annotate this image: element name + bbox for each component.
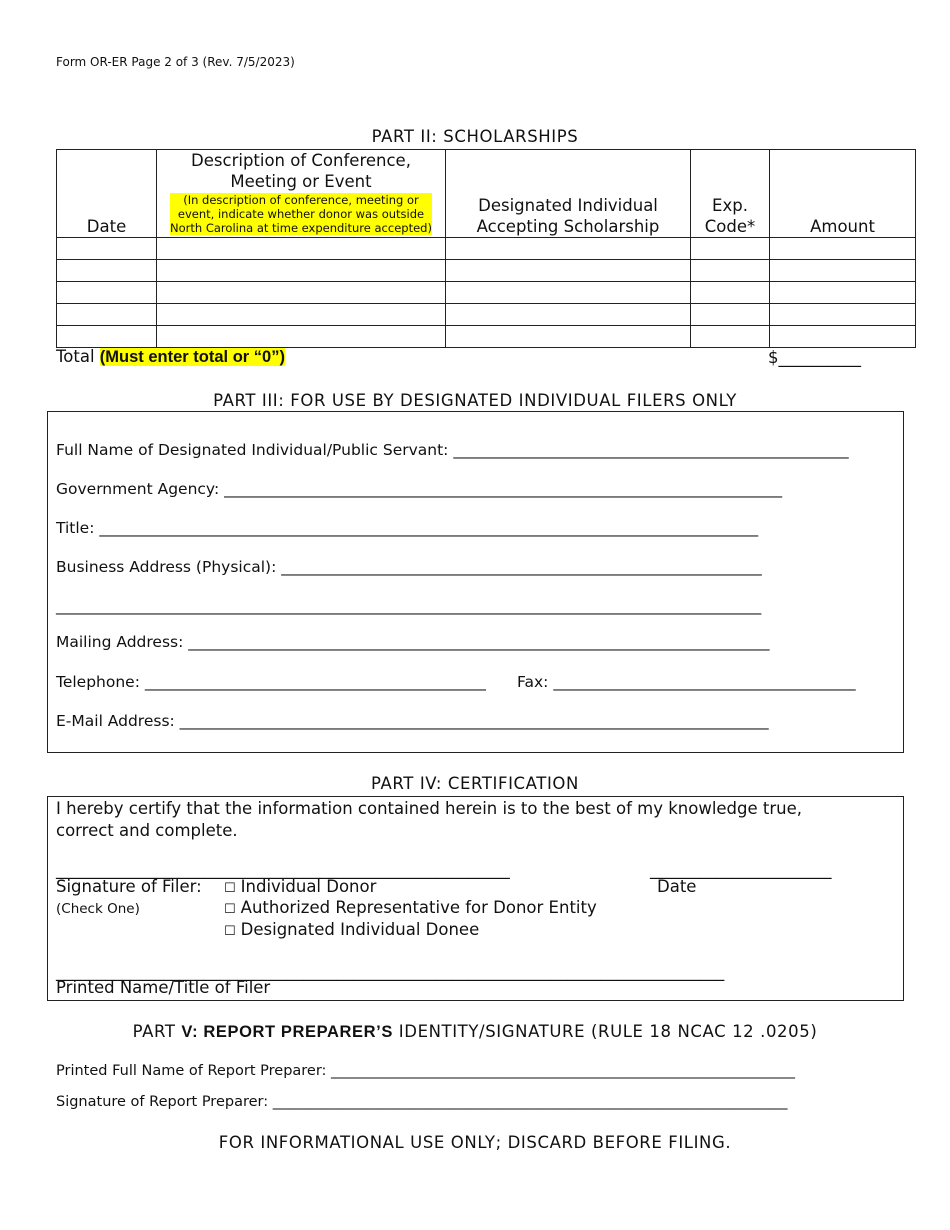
preparer-name-field[interactable]: Printed Full Name of Report Preparer: ________________________________________________________________ xyxy=(56,1063,796,1079)
part2-title: PART II: SCHOLARSHIPS xyxy=(371,127,579,146)
col-description-label: Description of Conference, Meeting or Event xyxy=(191,151,411,191)
printed-name-label: Printed Name/Title of Filer xyxy=(56,978,271,997)
checkbox-icon[interactable]: ☐ xyxy=(224,924,236,939)
table-cell[interactable] xyxy=(57,238,157,260)
table-cell[interactable] xyxy=(770,260,916,282)
col-description-note: (In description of conference, meeting or event, indicate whether donor was outside North Carolina at time expenditure accepted) xyxy=(170,193,432,235)
signature-of-filer-label: Signature of Filer: xyxy=(56,877,202,896)
signature-line[interactable]: _______________________________________________________ xyxy=(56,860,510,879)
table-cell[interactable] xyxy=(57,260,157,282)
table-cell[interactable] xyxy=(57,304,157,326)
table-cell[interactable] xyxy=(691,282,770,304)
table-cell[interactable] xyxy=(157,326,446,348)
option-label: Individual Donor xyxy=(240,877,377,896)
table-cell[interactable] xyxy=(157,304,446,326)
col-designated-label: Designated Individual Accepting Scholarship xyxy=(476,196,660,236)
table-row xyxy=(57,238,916,260)
table-cell[interactable] xyxy=(446,260,691,282)
telephone-field[interactable]: Telephone: ____________________________________________ xyxy=(56,673,486,691)
table-cell[interactable] xyxy=(770,282,916,304)
part5-title-c: IDENTITY/SIGNATURE (RULE 18 NCAC 12 .0205) xyxy=(392,1022,818,1041)
table-cell[interactable] xyxy=(446,282,691,304)
check-one-label: (Check One) xyxy=(56,901,140,917)
table-cell[interactable] xyxy=(157,260,446,282)
certification-line-1: I hereby certify that the information contained herein is to the best of my knowledge true, xyxy=(56,799,803,818)
form-id: Form OR-ER Page 2 of 3 (Rev. 7/5/2023) xyxy=(56,55,295,69)
total-amount-field[interactable]: $__________ xyxy=(768,348,861,367)
col-date: Date xyxy=(57,150,157,238)
part3-box xyxy=(47,411,904,753)
part5-title xyxy=(0,1022,950,1042)
total-label: Total xyxy=(56,347,95,366)
table-cell[interactable] xyxy=(691,260,770,282)
table-row xyxy=(57,304,916,326)
table-row xyxy=(57,282,916,304)
total-row xyxy=(56,347,285,367)
government-agency-field[interactable]: Government Agency: ________________________________________________________________________ xyxy=(56,480,783,498)
checkbox-icon[interactable]: ☐ xyxy=(224,902,236,917)
table-cell[interactable] xyxy=(446,304,691,326)
date-line[interactable]: ______________________ xyxy=(650,860,832,879)
business-address-field[interactable]: Business Address (Physical): ______________________________________________________________ xyxy=(56,558,762,576)
col-exp-code-label: Exp. Code* xyxy=(704,196,756,236)
col-designated xyxy=(446,150,691,238)
option-designated-donee[interactable] xyxy=(224,920,479,939)
table-cell[interactable] xyxy=(446,238,691,260)
total-note: (Must enter total or “0”) xyxy=(99,348,285,366)
table-cell[interactable] xyxy=(57,326,157,348)
option-label: Authorized Representative for Donor Entity xyxy=(240,898,597,917)
col-amount: Amount xyxy=(770,150,916,238)
part5-title-a: PART xyxy=(132,1022,182,1041)
col-description xyxy=(157,150,446,238)
preparer-signature-field[interactable]: Signature of Report Preparer: _______________________________________________________________________ xyxy=(56,1094,788,1110)
scholarships-table xyxy=(56,149,916,348)
option-individual-donor[interactable] xyxy=(224,877,376,896)
option-authorized-representative[interactable] xyxy=(224,898,597,917)
table-cell[interactable] xyxy=(691,238,770,260)
table-cell[interactable] xyxy=(157,282,446,304)
full-name-field[interactable]: Full Name of Designated Individual/Public Servant: ___________________________________________________ xyxy=(56,441,849,459)
table-cell[interactable] xyxy=(691,326,770,348)
table-cell[interactable] xyxy=(770,238,916,260)
certification-line-2: correct and complete. xyxy=(56,821,238,840)
date-label: Date xyxy=(657,877,697,896)
table-cell[interactable] xyxy=(57,282,157,304)
table-cell[interactable] xyxy=(770,326,916,348)
mailing-address-field[interactable]: Mailing Address: ___________________________________________________________________________ xyxy=(56,633,770,651)
col-exp-code xyxy=(691,150,770,238)
option-label: Designated Individual Donee xyxy=(240,920,480,939)
table-cell[interactable] xyxy=(446,326,691,348)
checkbox-icon[interactable]: ☐ xyxy=(224,881,236,896)
table-cell[interactable] xyxy=(691,304,770,326)
table-row xyxy=(57,260,916,282)
business-address-line2[interactable]: ___________________________________________________________________________________________ xyxy=(56,597,762,615)
part5-title-b: V: REPORT PREPARER’S xyxy=(181,1023,393,1041)
fax-field[interactable]: Fax: _______________________________________ xyxy=(517,673,856,691)
footer-notice: FOR INFORMATIONAL USE ONLY; DISCARD BEFORE FILING. xyxy=(218,1133,732,1152)
title-field[interactable]: Title: _____________________________________________________________________________________ xyxy=(56,519,759,537)
table-cell[interactable] xyxy=(770,304,916,326)
part4-title: PART IV: CERTIFICATION xyxy=(371,774,579,793)
table-cell[interactable] xyxy=(157,238,446,260)
part3-title: PART III: FOR USE BY DESIGNATED INDIVIDUAL FILERS ONLY xyxy=(213,391,737,410)
table-header-row xyxy=(57,150,916,238)
table-row xyxy=(57,326,916,348)
email-field[interactable]: E-Mail Address: ____________________________________________________________________________ xyxy=(56,712,769,730)
printed-name-line[interactable]: _________________________________________________________________________________ xyxy=(56,962,725,981)
